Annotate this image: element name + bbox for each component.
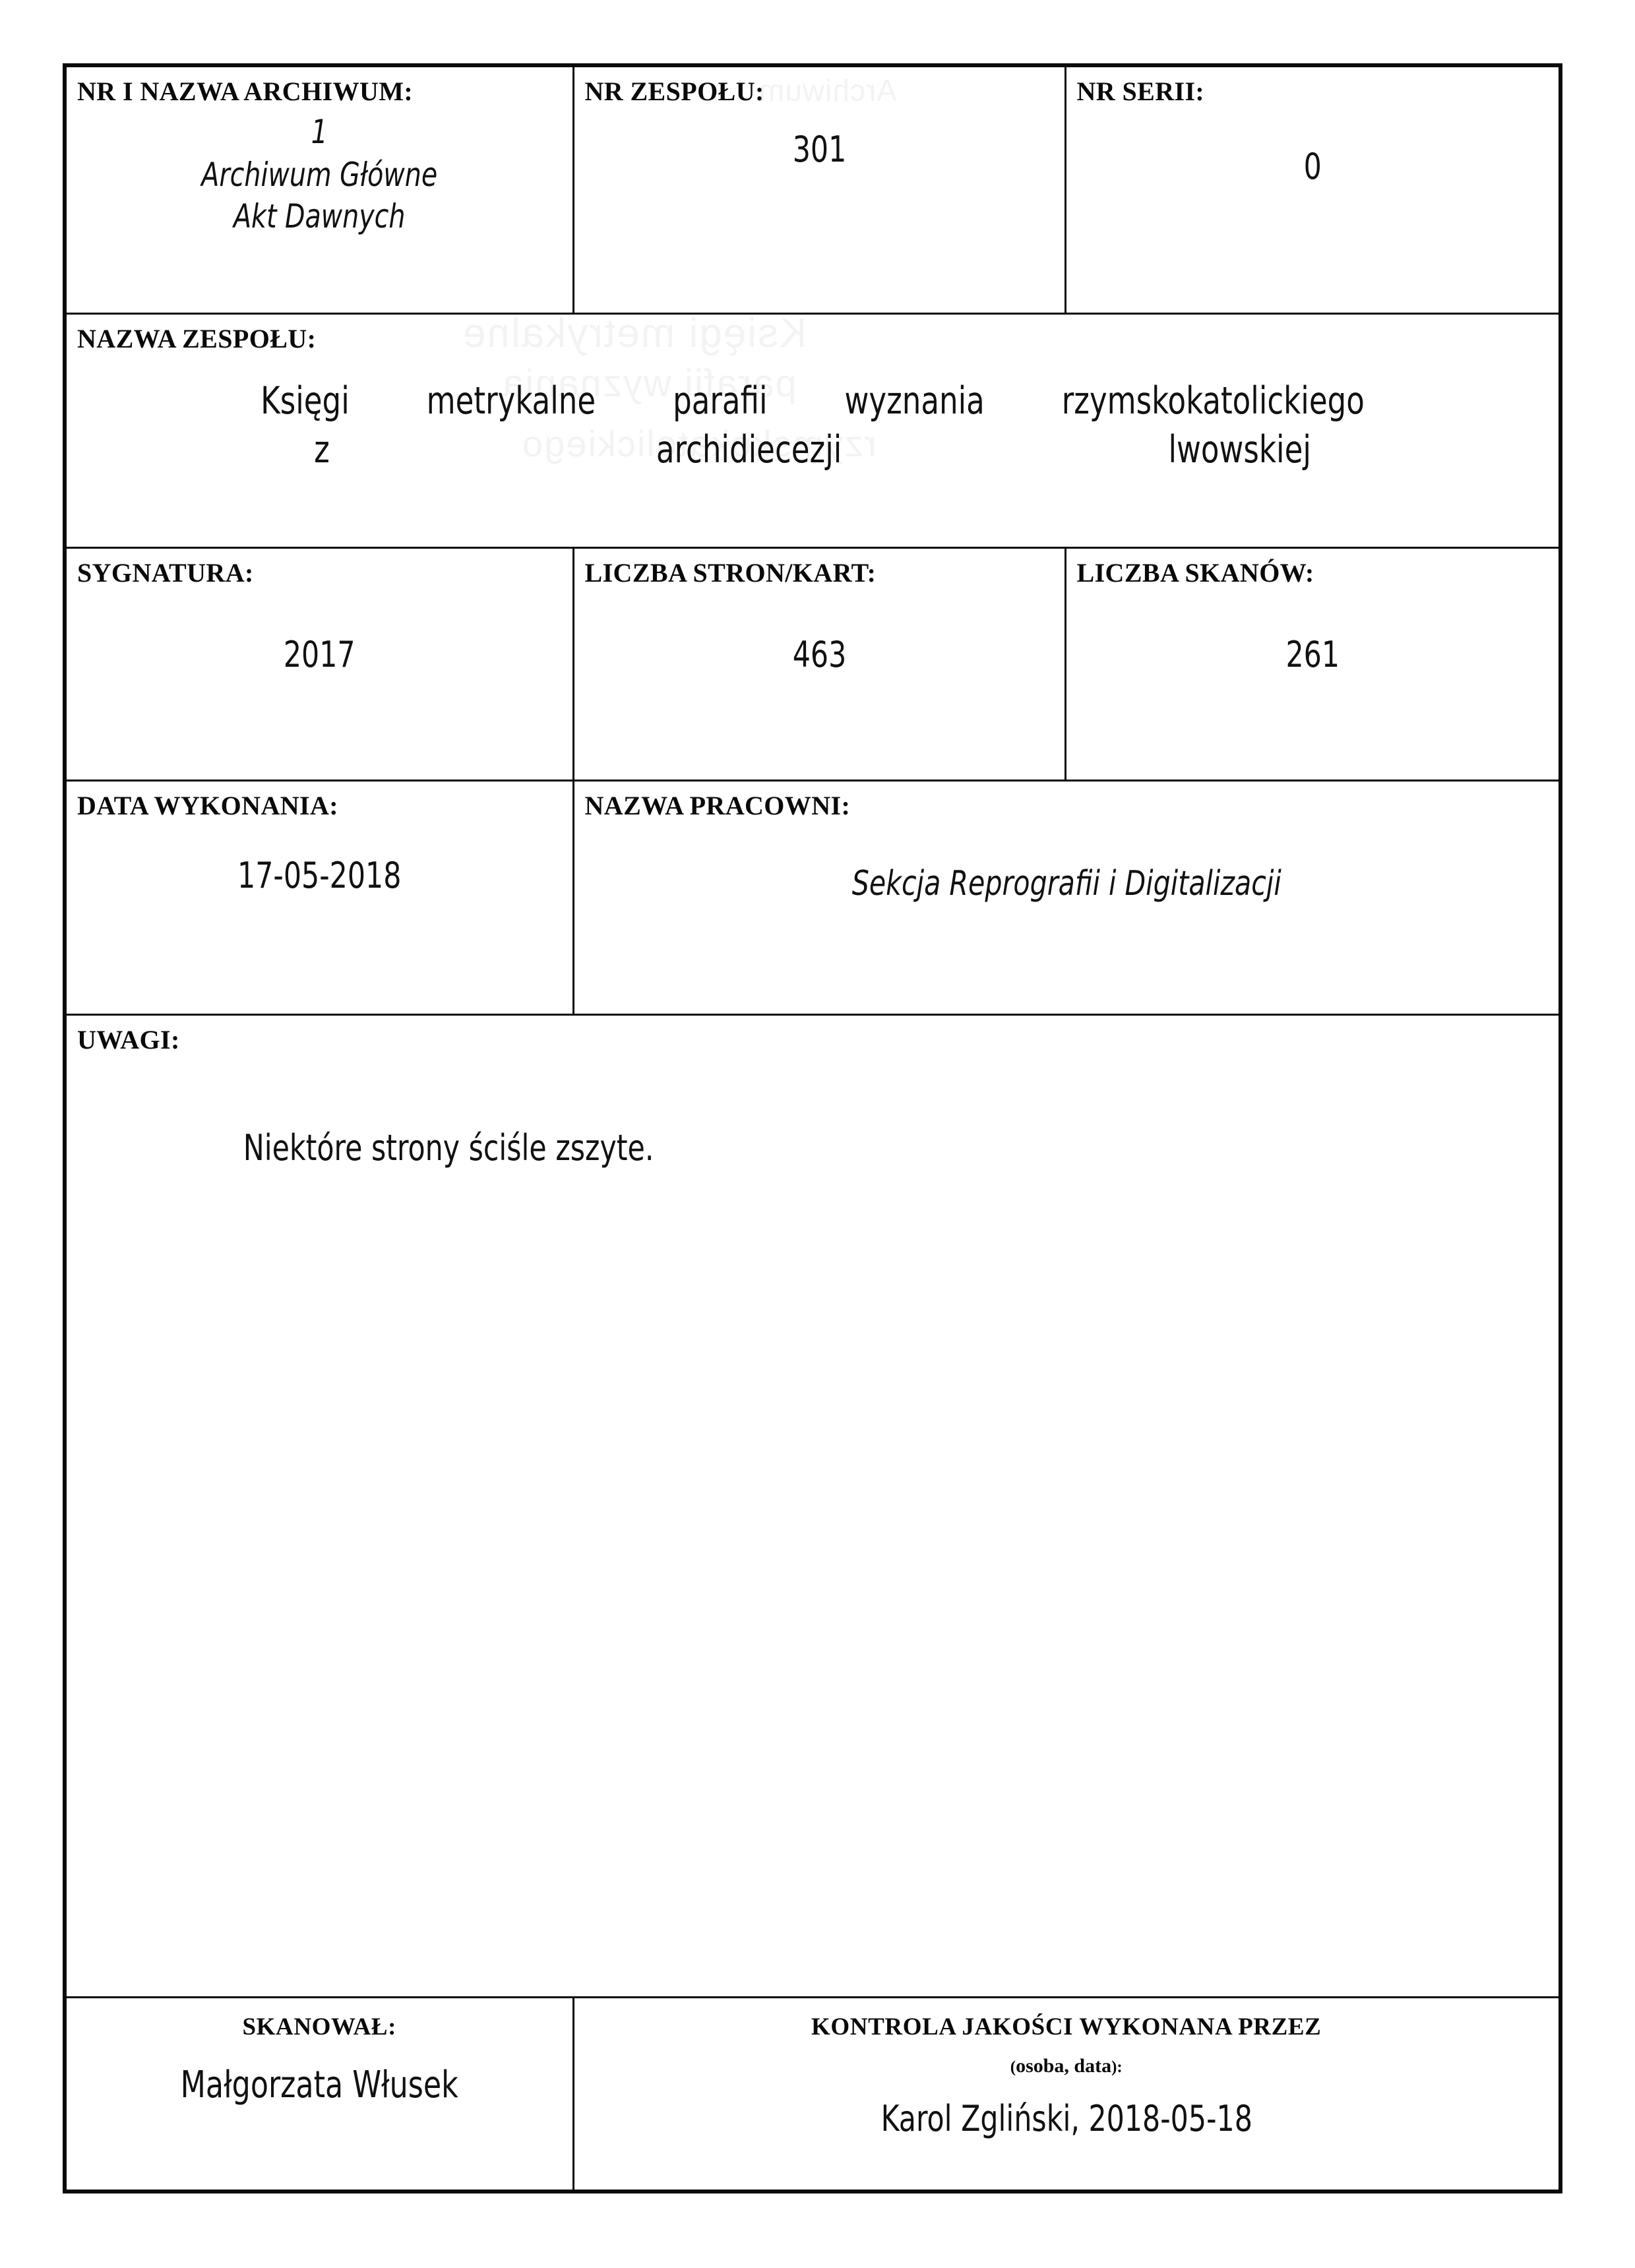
- table-row-counts: [65, 547, 1560, 780]
- qc-paren-open: (: [1010, 2058, 1016, 2077]
- table-row-notes: [65, 1014, 1560, 1997]
- cell-notes: [65, 1014, 1560, 1997]
- signature-value: 2017: [283, 633, 355, 675]
- execution-date-label: DATA WYKONANIA:: [77, 790, 339, 820]
- fonds-name-line1: Księgi metrykalne parafii wyznania rzymskokatolickiego: [261, 379, 1365, 423]
- quality-control-value: Karol Zgliński, 2018-05-18: [880, 2098, 1252, 2140]
- archive-name-line2: Akt Dawnych: [233, 197, 406, 235]
- cell-fonds-name: [65, 313, 1560, 547]
- cell-signature: [65, 547, 573, 780]
- fonds-name-label: NAZWA ZESPOŁU:: [77, 323, 317, 353]
- cell-series-number: [1065, 65, 1560, 313]
- cell-quality-control: [573, 1997, 1560, 2191]
- scan-count-label: LICZBA SKANÓW:: [1076, 557, 1314, 588]
- laboratory-label: NAZWA PRACOWNI:: [584, 790, 851, 820]
- cell-laboratory: [573, 780, 1560, 1014]
- series-number-value: 0: [1303, 146, 1322, 187]
- execution-date-value: 17-05-2018: [237, 854, 402, 896]
- qc-paren-close: ):: [1111, 2058, 1123, 2077]
- scanned-by-label: SKANOWAŁ:: [242, 2013, 397, 2040]
- scanned-by-value: Małgorzata Włusek: [180, 2064, 458, 2107]
- table-row-fonds-name: [65, 313, 1560, 547]
- fonds-name-line2: z archidiecezji lwowskiej: [314, 427, 1311, 472]
- notes-value: Niektóre strony ściśle zszyte.: [243, 1126, 654, 1169]
- fonds-name-value: [156, 377, 1469, 474]
- cell-page-count: [573, 547, 1065, 780]
- cell-scanned-by: [65, 1997, 573, 2191]
- notes-label: UWAGI:: [77, 1024, 180, 1055]
- cell-fonds-number: [573, 65, 1065, 313]
- laboratory-value: Sekcja Reprografii i Digitalizacji: [851, 863, 1281, 904]
- series-number-label: NR SERII:: [1076, 77, 1205, 106]
- page-count-value: 463: [792, 633, 846, 675]
- table-row-archive: [65, 65, 1560, 313]
- quality-control-sublabel: [574, 2040, 1559, 2077]
- fonds-number-label: NR ZESPOŁU:: [584, 77, 764, 106]
- fonds-number-value: 301: [792, 129, 846, 170]
- signature-label: SYGNATURA:: [77, 557, 254, 588]
- page-count-label: LICZBA STRON/KART:: [584, 557, 877, 588]
- cell-execution-date: [65, 780, 573, 1014]
- qc-sub-text: osoba, data: [1016, 2055, 1112, 2077]
- scan-count-value: 261: [1285, 633, 1340, 675]
- archive-label: NR I NAZWA ARCHIWUM:: [77, 77, 414, 106]
- scan-metadata-table: [63, 63, 1562, 2193]
- cell-archive-name: [65, 65, 573, 313]
- archive-name-line1: Archiwum Główne: [201, 156, 438, 194]
- table-row-execution: [65, 780, 1560, 1014]
- table-row-footer: [65, 1997, 1560, 2191]
- quality-control-label: KONTROLA JAKOŚCI WYKONANA PRZEZ: [811, 2013, 1322, 2040]
- archive-number-value: 1: [311, 113, 328, 151]
- cell-scan-count: [1065, 547, 1560, 780]
